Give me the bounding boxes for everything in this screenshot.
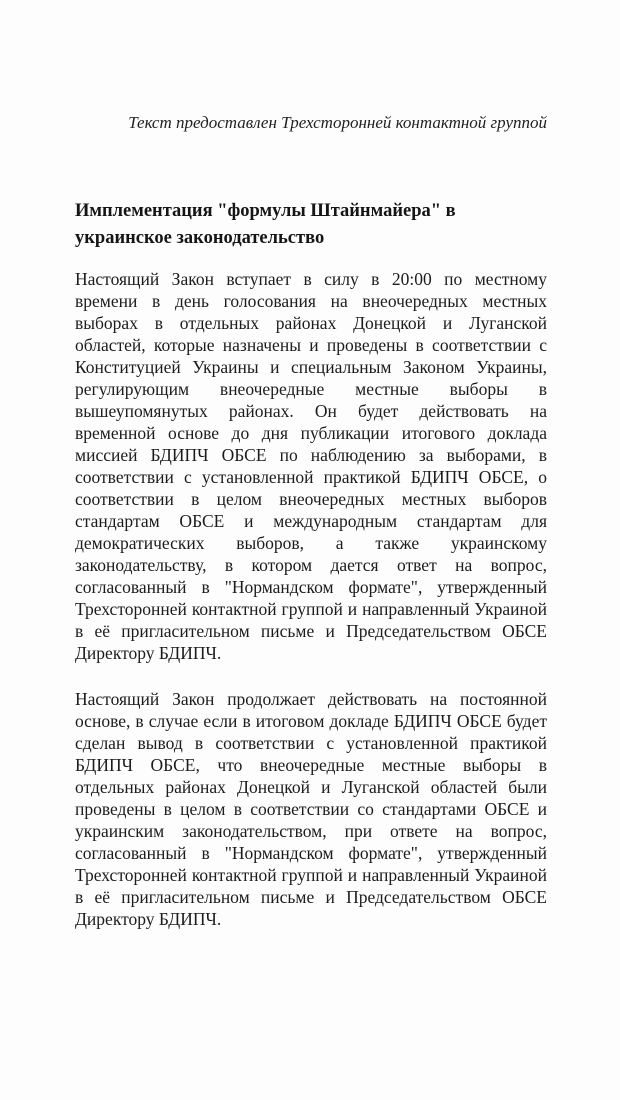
document-title-line-2: украинское законодательство [75,228,325,248]
paragraph-permanent-basis: Настоящий Закон продолжает действовать на постоянной основе, в случае если в итоговом докладе БДИПЧ ОБСЕ будет сделан вывод в соответствии с установленной практикой БДИПЧ ОБСЕ, что внеочередные местные выборы в отдельных районах Донецкой и Луганской областей были проведены в целом в соответствии со стандартами ОБСЕ и украинским законодательством, при ответе на вопрос, согласованный в "Нормандском формате", утвержденный Трехсторонней контактной группой и направленный Украиной в её пригласительном письме и Председательством ОБСЕ Директору БДИПЧ. [75,689,547,929]
provenance-note: Текст предоставлен Трехсторонней контактной группой [128,113,547,132]
paragraph-entry-into-force: Настоящий Закон вступает в силу в 20:00 по местному времени в день голосования на внеочередных местных выборах в отдельных районах Донецкой и Луганской областей, которые назначены и проведены в соответствии с Конституцией Украины и специальным Законом Украины, регулирующим внеочередные местные выборы в вышеупомянутых районах. Он будет действовать на временной основе до дня публикации итогового доклада миссией БДИПЧ ОБСЕ по наблюдению за выборами, в соответствии с установленной практикой БДИПЧ ОБСЕ, о соответствии в целом внеочередных местных выборов стандартам ОБСЕ и международным стандартам для демократических выборов, а также украинскому законодательству, в котором дается ответ на вопрос, согласованный в "Нормандском формате", утвержденный Трехсторонней контактной группой и направленный Украиной в её пригласительном письме и Председательством ОБСЕ Директору БДИПЧ. [75,269,547,663]
document-title [75,198,547,252]
document-title-line-1: Имплементация "формулы Штайнмайера" в [75,201,456,221]
